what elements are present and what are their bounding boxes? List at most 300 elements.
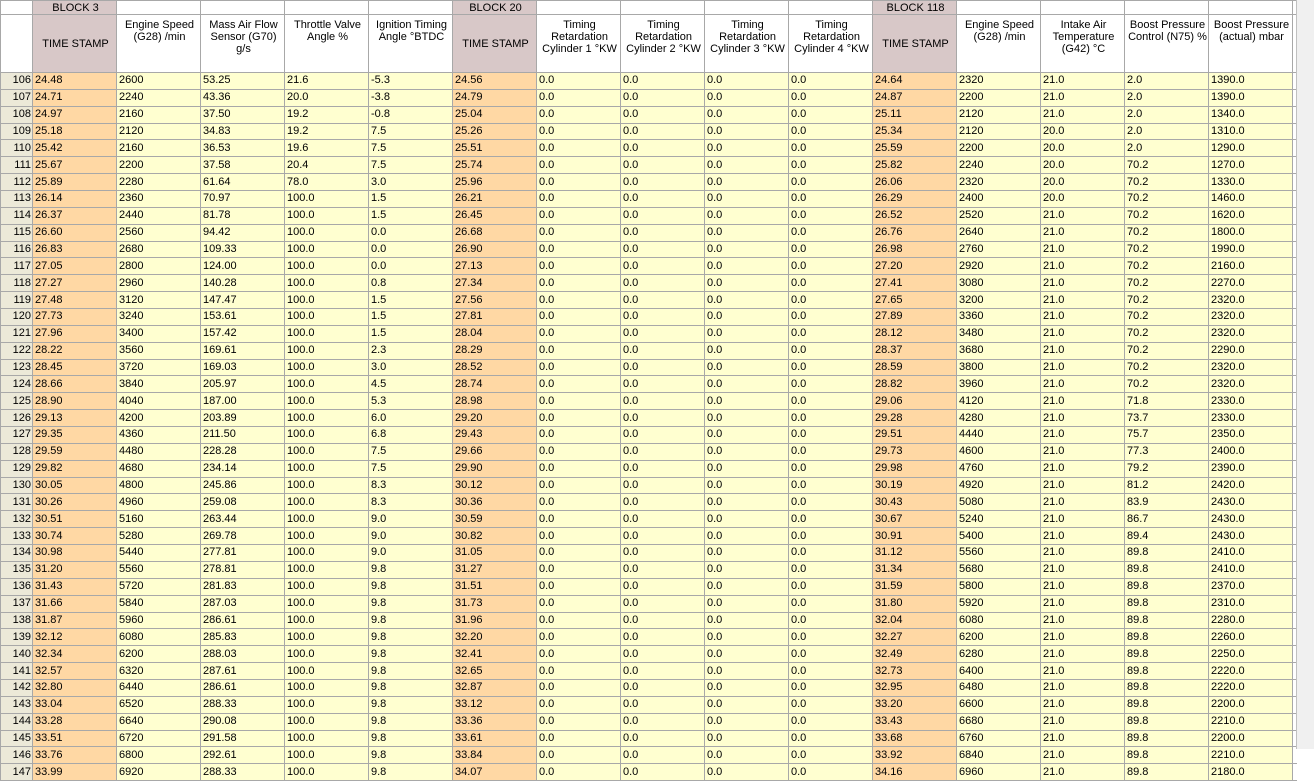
value-cell[interactable]: 0.0 bbox=[621, 191, 705, 208]
timestamp-cell[interactable]: 26.76 bbox=[873, 224, 957, 241]
value-cell[interactable]: 7.5 bbox=[369, 443, 453, 460]
value-cell[interactable]: 89.8 bbox=[1125, 747, 1209, 764]
value-cell[interactable]: 0.0 bbox=[705, 123, 789, 140]
value-cell[interactable]: 77.3 bbox=[1125, 443, 1209, 460]
value-cell[interactable]: 2.3 bbox=[369, 342, 453, 359]
table-row[interactable] bbox=[1, 663, 1297, 680]
value-cell[interactable]: 100.0 bbox=[285, 612, 369, 629]
value-cell[interactable]: 0.0 bbox=[705, 191, 789, 208]
row-number[interactable]: 127 bbox=[1, 427, 33, 444]
value-cell[interactable]: 0.0 bbox=[621, 460, 705, 477]
value-cell[interactable]: 2280 bbox=[117, 174, 201, 191]
value-cell[interactable]: 9.8 bbox=[369, 595, 453, 612]
timestamp-cell[interactable]: 30.67 bbox=[873, 511, 957, 528]
timestamp-cell[interactable]: 28.90 bbox=[33, 393, 117, 410]
value-cell[interactable]: 0.0 bbox=[705, 410, 789, 427]
column-header[interactable]: Intake Air Temperature (G42) °C bbox=[1041, 15, 1125, 73]
timestamp-cell[interactable]: 32.49 bbox=[873, 646, 957, 663]
value-cell[interactable]: 0.0 bbox=[537, 494, 621, 511]
value-cell[interactable]: 0.0 bbox=[537, 106, 621, 123]
value-cell[interactable]: 34.83 bbox=[201, 123, 285, 140]
value-cell[interactable]: 100.0 bbox=[285, 764, 369, 781]
value-cell[interactable]: 70.2 bbox=[1125, 157, 1209, 174]
value-cell[interactable]: 89.8 bbox=[1125, 663, 1209, 680]
value-cell[interactable]: 53.25 bbox=[201, 73, 285, 90]
value-cell[interactable]: 6720 bbox=[117, 730, 201, 747]
value-cell[interactable]: 3960 bbox=[957, 376, 1041, 393]
value-cell[interactable]: 2360 bbox=[117, 191, 201, 208]
table-row[interactable] bbox=[1, 511, 1297, 528]
value-cell[interactable]: 2390.0 bbox=[1209, 460, 1293, 477]
value-cell[interactable]: 70.2 bbox=[1125, 224, 1209, 241]
timestamp-cell[interactable]: 24.79 bbox=[453, 89, 537, 106]
value-cell[interactable]: 0.0 bbox=[789, 713, 873, 730]
value-cell[interactable]: 21.0 bbox=[1041, 477, 1125, 494]
value-cell[interactable]: 6.0 bbox=[369, 410, 453, 427]
timestamp-cell[interactable]: 33.51 bbox=[33, 730, 117, 747]
timestamp-cell[interactable]: 26.14 bbox=[33, 191, 117, 208]
table-row[interactable] bbox=[1, 545, 1297, 562]
timestamp-cell[interactable]: 24.71 bbox=[33, 89, 117, 106]
value-cell[interactable]: 2200 bbox=[117, 157, 201, 174]
value-cell[interactable]: 21.6 bbox=[285, 73, 369, 90]
table-row[interactable] bbox=[1, 477, 1297, 494]
value-cell[interactable]: 0.0 bbox=[705, 140, 789, 157]
value-cell[interactable]: 0.0 bbox=[789, 106, 873, 123]
value-cell[interactable]: 2210.0 bbox=[1209, 747, 1293, 764]
timestamp-cell[interactable]: 25.89 bbox=[33, 174, 117, 191]
value-cell[interactable]: 9.8 bbox=[369, 679, 453, 696]
value-cell[interactable]: 20.0 bbox=[1041, 191, 1125, 208]
column-header[interactable]: TIME STAMP bbox=[873, 15, 957, 73]
value-cell[interactable]: 0.0 bbox=[621, 73, 705, 90]
timestamp-cell[interactable]: 30.12 bbox=[453, 477, 537, 494]
value-cell[interactable]: 2320.0 bbox=[1209, 292, 1293, 309]
value-cell[interactable]: 288.03 bbox=[201, 646, 285, 663]
value-cell[interactable]: 2960 bbox=[117, 275, 201, 292]
value-cell[interactable]: 0.0 bbox=[537, 140, 621, 157]
value-cell[interactable]: 0.0 bbox=[789, 747, 873, 764]
value-cell[interactable]: 20.4 bbox=[285, 157, 369, 174]
value-cell[interactable]: 0.0 bbox=[705, 595, 789, 612]
value-cell[interactable]: 277.81 bbox=[201, 545, 285, 562]
value-cell[interactable]: 0.8 bbox=[369, 275, 453, 292]
value-cell[interactable]: 1.5 bbox=[369, 325, 453, 342]
value-cell[interactable]: 0.0 bbox=[789, 545, 873, 562]
value-cell[interactable]: 21.0 bbox=[1041, 292, 1125, 309]
value-cell[interactable]: 70.2 bbox=[1125, 275, 1209, 292]
value-cell[interactable]: 0.0 bbox=[621, 494, 705, 511]
value-cell[interactable]: 21.0 bbox=[1041, 764, 1125, 781]
value-cell[interactable]: 6320 bbox=[117, 663, 201, 680]
table-row[interactable] bbox=[1, 157, 1297, 174]
timestamp-cell[interactable]: 27.20 bbox=[873, 258, 957, 275]
value-cell[interactable]: 0.0 bbox=[537, 764, 621, 781]
value-cell[interactable]: 0.0 bbox=[705, 477, 789, 494]
value-cell[interactable]: 89.8 bbox=[1125, 646, 1209, 663]
table-row[interactable] bbox=[1, 747, 1297, 764]
value-cell[interactable]: 19.2 bbox=[285, 123, 369, 140]
value-cell[interactable]: 0.0 bbox=[705, 89, 789, 106]
timestamp-cell[interactable]: 33.43 bbox=[873, 713, 957, 730]
value-cell[interactable]: 3840 bbox=[117, 376, 201, 393]
value-cell[interactable]: 228.28 bbox=[201, 443, 285, 460]
value-cell[interactable]: 4120 bbox=[957, 393, 1041, 410]
value-cell[interactable]: 21.0 bbox=[1041, 629, 1125, 646]
timestamp-cell[interactable]: 32.73 bbox=[873, 663, 957, 680]
timestamp-cell[interactable]: 31.66 bbox=[33, 595, 117, 612]
table-row[interactable] bbox=[1, 679, 1297, 696]
value-cell[interactable]: 5720 bbox=[117, 578, 201, 595]
value-cell[interactable]: 21.0 bbox=[1041, 359, 1125, 376]
value-cell[interactable]: 100.0 bbox=[285, 258, 369, 275]
value-cell[interactable]: 2600 bbox=[117, 73, 201, 90]
value-cell[interactable]: 100.0 bbox=[285, 359, 369, 376]
value-cell[interactable]: 79.2 bbox=[1125, 460, 1209, 477]
value-cell[interactable]: 21.0 bbox=[1041, 393, 1125, 410]
value-cell[interactable]: 3.0 bbox=[369, 359, 453, 376]
value-cell[interactable]: 9.8 bbox=[369, 646, 453, 663]
value-cell[interactable]: 81.2 bbox=[1125, 477, 1209, 494]
value-cell[interactable]: 89.8 bbox=[1125, 578, 1209, 595]
timestamp-cell[interactable]: 31.59 bbox=[873, 578, 957, 595]
value-cell[interactable]: -5.3 bbox=[369, 73, 453, 90]
value-cell[interactable]: 290.08 bbox=[201, 713, 285, 730]
value-cell[interactable]: 21.0 bbox=[1041, 747, 1125, 764]
timestamp-cell[interactable]: 32.95 bbox=[873, 679, 957, 696]
row-number[interactable]: 111 bbox=[1, 157, 33, 174]
value-cell[interactable]: 100.0 bbox=[285, 427, 369, 444]
column-header[interactable]: Timing Retardation Cylinder 3 °KW bbox=[705, 15, 789, 73]
table-row[interactable] bbox=[1, 696, 1297, 713]
value-cell[interactable]: 0.0 bbox=[621, 578, 705, 595]
value-cell[interactable]: 1460.0 bbox=[1209, 191, 1293, 208]
value-cell[interactable]: 0.0 bbox=[705, 764, 789, 781]
value-cell[interactable]: 2320.0 bbox=[1209, 309, 1293, 326]
table-row[interactable] bbox=[1, 494, 1297, 511]
value-cell[interactable]: 0.0 bbox=[537, 325, 621, 342]
row-number[interactable]: 144 bbox=[1, 713, 33, 730]
row-number[interactable]: 140 bbox=[1, 646, 33, 663]
timestamp-cell[interactable]: 25.51 bbox=[453, 140, 537, 157]
value-cell[interactable]: 70.2 bbox=[1125, 342, 1209, 359]
value-cell[interactable]: 100.0 bbox=[285, 191, 369, 208]
timestamp-cell[interactable]: 32.65 bbox=[453, 663, 537, 680]
value-cell[interactable]: 0.0 bbox=[789, 258, 873, 275]
value-cell[interactable]: 100.0 bbox=[285, 747, 369, 764]
value-cell[interactable]: 70.2 bbox=[1125, 359, 1209, 376]
value-cell[interactable]: 0.0 bbox=[621, 106, 705, 123]
value-cell[interactable]: 0.0 bbox=[621, 646, 705, 663]
table-row[interactable] bbox=[1, 174, 1297, 191]
timestamp-cell[interactable]: 26.37 bbox=[33, 207, 117, 224]
row-number[interactable]: 125 bbox=[1, 393, 33, 410]
value-cell[interactable]: 43.36 bbox=[201, 89, 285, 106]
column-header[interactable]: Timing Retardation Cylinder 4 °KW bbox=[789, 15, 873, 73]
value-cell[interactable]: 21.0 bbox=[1041, 730, 1125, 747]
value-cell[interactable]: 140.28 bbox=[201, 275, 285, 292]
value-cell[interactable]: 9.0 bbox=[369, 528, 453, 545]
timestamp-cell[interactable]: 32.57 bbox=[33, 663, 117, 680]
value-cell[interactable]: 0.0 bbox=[789, 376, 873, 393]
row-number[interactable]: 146 bbox=[1, 747, 33, 764]
value-cell[interactable]: 3720 bbox=[117, 359, 201, 376]
timestamp-cell[interactable]: 28.37 bbox=[873, 342, 957, 359]
value-cell[interactable]: 0.0 bbox=[789, 89, 873, 106]
value-cell[interactable]: 0.0 bbox=[369, 224, 453, 241]
value-cell[interactable]: 61.64 bbox=[201, 174, 285, 191]
value-cell[interactable]: 1390.0 bbox=[1209, 89, 1293, 106]
value-cell[interactable]: 73.7 bbox=[1125, 410, 1209, 427]
timestamp-cell[interactable]: 26.21 bbox=[453, 191, 537, 208]
timestamp-cell[interactable]: 25.42 bbox=[33, 140, 117, 157]
timestamp-cell[interactable]: 29.13 bbox=[33, 410, 117, 427]
value-cell[interactable]: 5920 bbox=[957, 595, 1041, 612]
value-cell[interactable]: 2320 bbox=[957, 174, 1041, 191]
timestamp-cell[interactable]: 28.22 bbox=[33, 342, 117, 359]
value-cell[interactable]: 0.0 bbox=[537, 89, 621, 106]
value-cell[interactable]: 2200.0 bbox=[1209, 696, 1293, 713]
value-cell[interactable]: -3.8 bbox=[369, 89, 453, 106]
table-row[interactable] bbox=[1, 73, 1297, 90]
row-number[interactable]: 143 bbox=[1, 696, 33, 713]
timestamp-cell[interactable]: 32.80 bbox=[33, 679, 117, 696]
value-cell[interactable]: 2430.0 bbox=[1209, 511, 1293, 528]
value-cell[interactable]: 21.0 bbox=[1041, 545, 1125, 562]
table-row[interactable] bbox=[1, 342, 1297, 359]
timestamp-cell[interactable]: 29.66 bbox=[453, 443, 537, 460]
value-cell[interactable]: 278.81 bbox=[201, 561, 285, 578]
value-cell[interactable]: 21.0 bbox=[1041, 713, 1125, 730]
value-cell[interactable]: 147.47 bbox=[201, 292, 285, 309]
timestamp-cell[interactable]: 24.48 bbox=[33, 73, 117, 90]
value-cell[interactable]: 100.0 bbox=[285, 342, 369, 359]
value-cell[interactable]: 0.0 bbox=[789, 275, 873, 292]
value-cell[interactable]: 0.0 bbox=[537, 460, 621, 477]
value-cell[interactable]: 100.0 bbox=[285, 460, 369, 477]
value-cell[interactable]: 2560 bbox=[117, 224, 201, 241]
value-cell[interactable]: 37.50 bbox=[201, 106, 285, 123]
row-number[interactable]: 106 bbox=[1, 73, 33, 90]
value-cell[interactable]: 0.0 bbox=[537, 275, 621, 292]
timestamp-cell[interactable]: 32.87 bbox=[453, 679, 537, 696]
timestamp-cell[interactable]: 25.18 bbox=[33, 123, 117, 140]
value-cell[interactable]: 0.0 bbox=[705, 646, 789, 663]
value-cell[interactable]: 2400 bbox=[957, 191, 1041, 208]
timestamp-cell[interactable]: 27.73 bbox=[33, 309, 117, 326]
value-cell[interactable]: 1800.0 bbox=[1209, 224, 1293, 241]
value-cell[interactable]: 0.0 bbox=[621, 410, 705, 427]
timestamp-cell[interactable]: 30.05 bbox=[33, 477, 117, 494]
value-cell[interactable]: 0.0 bbox=[621, 157, 705, 174]
column-header[interactable]: Boost Pressure (actual) mbar bbox=[1209, 15, 1293, 73]
value-cell[interactable]: 89.8 bbox=[1125, 612, 1209, 629]
timestamp-cell[interactable]: 29.20 bbox=[453, 410, 537, 427]
value-cell[interactable]: 0.0 bbox=[789, 157, 873, 174]
value-cell[interactable]: 6200 bbox=[957, 629, 1041, 646]
value-cell[interactable]: 0.0 bbox=[789, 224, 873, 241]
value-cell[interactable]: 0.0 bbox=[705, 545, 789, 562]
table-row[interactable] bbox=[1, 376, 1297, 393]
value-cell[interactable]: 1270.0 bbox=[1209, 157, 1293, 174]
value-cell[interactable]: 0.0 bbox=[537, 224, 621, 241]
value-cell[interactable]: 5560 bbox=[117, 561, 201, 578]
value-cell[interactable]: 269.78 bbox=[201, 528, 285, 545]
value-cell[interactable]: 21.0 bbox=[1041, 275, 1125, 292]
value-cell[interactable]: 0.0 bbox=[537, 646, 621, 663]
value-cell[interactable]: 6920 bbox=[117, 764, 201, 781]
value-cell[interactable]: 6480 bbox=[957, 679, 1041, 696]
value-cell[interactable]: 70.2 bbox=[1125, 376, 1209, 393]
timestamp-cell[interactable]: 25.34 bbox=[873, 123, 957, 140]
value-cell[interactable]: 0.0 bbox=[537, 258, 621, 275]
row-number[interactable]: 119 bbox=[1, 292, 33, 309]
value-cell[interactable]: 0.0 bbox=[789, 309, 873, 326]
timestamp-cell[interactable]: 30.91 bbox=[873, 528, 957, 545]
table-row[interactable] bbox=[1, 89, 1297, 106]
value-cell[interactable]: 4760 bbox=[957, 460, 1041, 477]
value-cell[interactable]: 0.0 bbox=[789, 359, 873, 376]
value-cell[interactable]: 287.03 bbox=[201, 595, 285, 612]
column-header[interactable]: Throttle Valve Angle % bbox=[285, 15, 369, 73]
value-cell[interactable]: 2420.0 bbox=[1209, 477, 1293, 494]
timestamp-cell[interactable]: 30.98 bbox=[33, 545, 117, 562]
value-cell[interactable]: 100.0 bbox=[285, 545, 369, 562]
value-cell[interactable]: 6640 bbox=[117, 713, 201, 730]
value-cell[interactable]: 9.8 bbox=[369, 612, 453, 629]
timestamp-cell[interactable]: 31.80 bbox=[873, 595, 957, 612]
timestamp-cell[interactable]: 31.73 bbox=[453, 595, 537, 612]
row-number[interactable]: 126 bbox=[1, 410, 33, 427]
timestamp-cell[interactable]: 33.12 bbox=[453, 696, 537, 713]
table-row[interactable] bbox=[1, 629, 1297, 646]
table-row[interactable] bbox=[1, 106, 1297, 123]
value-cell[interactable]: 1620.0 bbox=[1209, 207, 1293, 224]
value-cell[interactable]: 100.0 bbox=[285, 528, 369, 545]
value-cell[interactable]: 2120 bbox=[957, 106, 1041, 123]
value-cell[interactable]: 89.4 bbox=[1125, 528, 1209, 545]
timestamp-cell[interactable]: 31.12 bbox=[873, 545, 957, 562]
timestamp-cell[interactable]: 24.87 bbox=[873, 89, 957, 106]
value-cell[interactable]: 0.0 bbox=[705, 460, 789, 477]
value-cell[interactable]: 2120 bbox=[117, 123, 201, 140]
value-cell[interactable]: 2320 bbox=[957, 73, 1041, 90]
value-cell[interactable]: 0.0 bbox=[537, 207, 621, 224]
value-cell[interactable]: 100.0 bbox=[285, 376, 369, 393]
value-cell[interactable]: 9.8 bbox=[369, 764, 453, 781]
value-cell[interactable]: 0.0 bbox=[789, 427, 873, 444]
value-cell[interactable]: 86.7 bbox=[1125, 511, 1209, 528]
row-number[interactable]: 123 bbox=[1, 359, 33, 376]
value-cell[interactable]: 2160.0 bbox=[1209, 258, 1293, 275]
value-cell[interactable]: 21.0 bbox=[1041, 646, 1125, 663]
timestamp-cell[interactable]: 27.81 bbox=[453, 309, 537, 326]
value-cell[interactable]: 2160 bbox=[117, 106, 201, 123]
timestamp-cell[interactable]: 30.26 bbox=[33, 494, 117, 511]
value-cell[interactable]: 0.0 bbox=[537, 157, 621, 174]
value-cell[interactable]: 0.0 bbox=[789, 679, 873, 696]
value-cell[interactable]: 0.0 bbox=[789, 207, 873, 224]
value-cell[interactable]: 100.0 bbox=[285, 713, 369, 730]
value-cell[interactable]: 1990.0 bbox=[1209, 241, 1293, 258]
value-cell[interactable]: 2800 bbox=[117, 258, 201, 275]
value-cell[interactable]: 70.2 bbox=[1125, 258, 1209, 275]
value-cell[interactable]: 0.0 bbox=[537, 578, 621, 595]
row-number[interactable]: 147 bbox=[1, 764, 33, 781]
value-cell[interactable]: 4800 bbox=[117, 477, 201, 494]
value-cell[interactable]: 0.0 bbox=[705, 612, 789, 629]
value-cell[interactable]: 0.0 bbox=[537, 730, 621, 747]
value-cell[interactable]: 2370.0 bbox=[1209, 578, 1293, 595]
value-cell[interactable]: 2220.0 bbox=[1209, 663, 1293, 680]
value-cell[interactable]: 0.0 bbox=[789, 730, 873, 747]
value-cell[interactable]: 100.0 bbox=[285, 410, 369, 427]
value-cell[interactable]: 2410.0 bbox=[1209, 545, 1293, 562]
timestamp-cell[interactable]: 33.68 bbox=[873, 730, 957, 747]
timestamp-cell[interactable]: 29.90 bbox=[453, 460, 537, 477]
value-cell[interactable]: 0.0 bbox=[369, 241, 453, 258]
row-number[interactable]: 135 bbox=[1, 561, 33, 578]
value-cell[interactable]: 0.0 bbox=[705, 224, 789, 241]
timestamp-cell[interactable]: 34.16 bbox=[873, 764, 957, 781]
value-cell[interactable]: 2210.0 bbox=[1209, 713, 1293, 730]
value-cell[interactable]: 21.0 bbox=[1041, 89, 1125, 106]
value-cell[interactable]: 2680 bbox=[117, 241, 201, 258]
value-cell[interactable]: 0.0 bbox=[705, 730, 789, 747]
row-number[interactable]: 131 bbox=[1, 494, 33, 511]
value-cell[interactable]: 2240 bbox=[117, 89, 201, 106]
value-cell[interactable]: 0.0 bbox=[789, 494, 873, 511]
timestamp-cell[interactable]: 28.59 bbox=[873, 359, 957, 376]
value-cell[interactable]: 19.2 bbox=[285, 106, 369, 123]
value-cell[interactable]: 0.0 bbox=[705, 747, 789, 764]
timestamp-cell[interactable]: 28.52 bbox=[453, 359, 537, 376]
value-cell[interactable]: 21.0 bbox=[1041, 612, 1125, 629]
value-cell[interactable]: 89.8 bbox=[1125, 696, 1209, 713]
value-cell[interactable]: 2120 bbox=[957, 123, 1041, 140]
timestamp-cell[interactable]: 27.56 bbox=[453, 292, 537, 309]
value-cell[interactable]: 2350.0 bbox=[1209, 427, 1293, 444]
timestamp-cell[interactable]: 25.59 bbox=[873, 140, 957, 157]
table-row[interactable] bbox=[1, 123, 1297, 140]
row-number[interactable]: 113 bbox=[1, 191, 33, 208]
value-cell[interactable]: 2250.0 bbox=[1209, 646, 1293, 663]
value-cell[interactable]: 3680 bbox=[957, 342, 1041, 359]
timestamp-cell[interactable]: 32.34 bbox=[33, 646, 117, 663]
row-number[interactable]: 124 bbox=[1, 376, 33, 393]
timestamp-cell[interactable]: 26.52 bbox=[873, 207, 957, 224]
value-cell[interactable]: 2320.0 bbox=[1209, 325, 1293, 342]
timestamp-cell[interactable]: 34.07 bbox=[453, 764, 537, 781]
table-row[interactable] bbox=[1, 224, 1297, 241]
timestamp-cell[interactable]: 32.20 bbox=[453, 629, 537, 646]
timestamp-cell[interactable]: 33.92 bbox=[873, 747, 957, 764]
timestamp-cell[interactable]: 33.84 bbox=[453, 747, 537, 764]
table-row[interactable] bbox=[1, 309, 1297, 326]
value-cell[interactable]: 6680 bbox=[957, 713, 1041, 730]
timestamp-cell[interactable]: 26.98 bbox=[873, 241, 957, 258]
value-cell[interactable]: 6080 bbox=[957, 612, 1041, 629]
value-cell[interactable]: 9.8 bbox=[369, 713, 453, 730]
value-cell[interactable]: 6440 bbox=[117, 679, 201, 696]
value-cell[interactable]: 0.0 bbox=[705, 73, 789, 90]
value-cell[interactable]: 21.0 bbox=[1041, 207, 1125, 224]
value-cell[interactable]: 0.0 bbox=[705, 359, 789, 376]
value-cell[interactable]: 6080 bbox=[117, 629, 201, 646]
value-cell[interactable]: 2290.0 bbox=[1209, 342, 1293, 359]
value-cell[interactable]: 0.0 bbox=[789, 191, 873, 208]
timestamp-cell[interactable]: 26.60 bbox=[33, 224, 117, 241]
